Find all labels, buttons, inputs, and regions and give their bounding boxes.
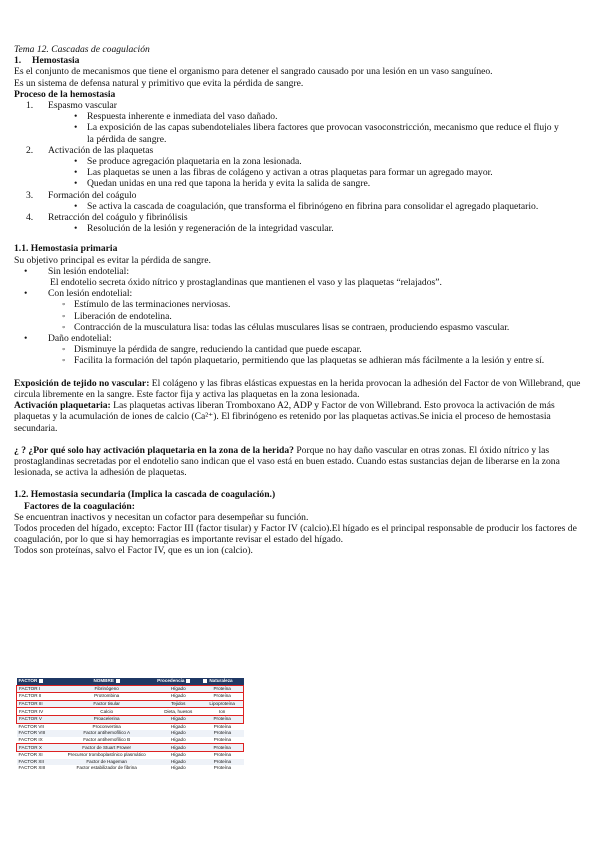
intro-line-1: Es el conjunto de mecanismos que tiene el organismo para detener el sangrado causado por una lesión en un vaso sanguíneo.: [14, 66, 493, 78]
cell-factor: FACTOR II: [17, 693, 59, 701]
cell-naturaleza: Proteína: [201, 715, 243, 723]
cell-naturaleza: Proteína: [201, 751, 243, 758]
cell-procedencia: Hígado: [155, 737, 201, 744]
cell-factor: FACTOR XI: [17, 751, 59, 758]
step-1-bullet-2: • La exposición de las capas subendoteliales libera factores que provocan vasoconstricción, mecanismo que reduce el flujo y la pérdida de sangre.: [74, 122, 559, 145]
con-lesion-sub-1: ◦ Estímulo de las terminaciones nerviosas.: [62, 299, 231, 311]
table-row: [17, 708, 244, 716]
cell-procedencia: Hígado: [155, 723, 201, 730]
cell-nombre: Precursor tromboplastínico plasmático: [58, 751, 155, 758]
section-1-2-heading: 1.2. Hemostasia secundaria (Implica la cascada de coagulación.): [14, 489, 276, 501]
cell-nombre: Factor estabilizador de fibrina: [58, 765, 155, 772]
cell-nombre: Fibrinógeno: [58, 685, 155, 693]
cell-factor: FACTOR XIII: [17, 765, 59, 772]
cell-factor: FACTOR III: [17, 700, 59, 708]
con-lesion-sub-3: ◦ Contracción de la musculatura lisa: todas las células musculares lisas se contraen, produciendo espasmo vascular.: [62, 321, 510, 333]
header-factor: FACTOR: [17, 678, 59, 685]
header-procedencia: Procedencia: [155, 678, 201, 685]
cell-nombre: Factor tisular: [58, 700, 155, 708]
section-1-1-heading: 1.1. Hemostasia primaria: [14, 243, 118, 255]
table-row: [17, 693, 244, 701]
cell-nombre: Factor antihemofílico B: [58, 737, 155, 744]
table-row: [17, 751, 244, 758]
cell-nombre: Factor de Stuart Prower: [58, 744, 155, 752]
proceso-heading: Proceso de la hemostasia: [14, 88, 116, 100]
exposicion-paragraph: Exposición de tejido no vascular: El colágeno y las fibras elásticas expuestas en la herida provocan la adhesión del Factor de von Willebrand, que circula libremente en la sangre. Este factor fija y activa las plaquetas en la zona lesionada.: [14, 377, 581, 400]
step-2-bullet-1: • Se produce agregación plaquetaria en la zona lesionada.: [74, 156, 302, 168]
section-1-1-intro: Su objetivo principal es evitar la pérdida de sangre.: [14, 254, 211, 266]
cell-naturaleza: Lipoproteína: [201, 700, 243, 708]
doc-title: Tema 12. Cascadas de coagulación: [14, 44, 150, 55]
dano-item: • Daño endotelial:: [24, 333, 112, 345]
table-row: [17, 685, 244, 693]
header-naturaleza: Naturaleza: [201, 678, 243, 685]
cell-naturaleza: Proteína: [201, 723, 243, 730]
cell-naturaleza: Proteína: [201, 730, 243, 737]
table-row: [17, 700, 244, 708]
cell-factor: FACTOR VII: [17, 723, 59, 730]
step-1-bullet-1: • Respuesta inherente e inmediata del vaso dañado.: [74, 111, 278, 123]
factores-line-2: Todos proceden del hígado, excepto: Factor III (factor tisular) y Factor IV (calcio).El hígado es el principal responsable de producir los factores de coagulación, por lo que si hay hemorragias es importante revisar el estado del hígado.: [14, 522, 577, 546]
cell-naturaleza: Proteína: [201, 765, 243, 772]
cell-naturaleza: Proteína: [201, 737, 243, 744]
cell-factor: FACTOR X: [17, 744, 59, 752]
step-1: 1. Espasmo vascular: [26, 100, 118, 112]
cell-factor: FACTOR XII: [17, 759, 59, 766]
step-2-bullet-2: • Las plaquetas se unen a las fibras de colágeno y activan a otras plaquetas para formar un agregado mayor.: [74, 167, 493, 179]
document-page: [14, 44, 588, 557]
table-row: [17, 715, 244, 723]
cell-naturaleza: Proteína: [201, 744, 243, 752]
cell-nombre: Proacelerina: [58, 715, 155, 723]
con-lesion-sub-2: ◦ Liberación de endotelina.: [62, 310, 172, 322]
factores-line-3: Todos son proteínas, salvo el Factor IV, que es un ion (calcio).: [14, 545, 253, 557]
header-nombre: NOMBRE: [58, 678, 155, 685]
cell-factor: FACTOR IX: [17, 737, 59, 744]
cell-nombre: Factor antihemofílico A: [58, 730, 155, 737]
cell-nombre: Factor de Hageman: [58, 759, 155, 766]
table-row: [17, 723, 244, 730]
cell-procedencia: Hígado: [155, 765, 201, 772]
factores-heading: Factores de la coagulación:: [24, 500, 135, 512]
cell-procedencia: Dieta, huesos: [155, 708, 201, 716]
cell-naturaleza: Proteína: [201, 693, 243, 701]
step-2: 2. Activación de las plaquetas: [26, 144, 154, 156]
step-3-bullet-1: • Se activa la cascada de coagulación, que transforma el fibrinógeno en fibrina para consolidar el agregado plaquetario.: [74, 200, 539, 212]
cell-procedencia: Hígado: [155, 685, 201, 693]
cell-nombre: Protrombina: [58, 693, 155, 701]
table-row: [17, 737, 244, 744]
activacion-paragraph: Activación plaquetaria: Las plaquetas activas liberan Tromboxano A2, ADP y Factor de von Willebrand. Esto provoca la activación de más plaquetas y la acumulación de iones de calcio (Ca²⁺). El fibrinógeno es retenido por las plaquetas activas.Se inicia el proceso de hemostasia secundaria.: [14, 400, 555, 434]
cell-procedencia: Hígado: [155, 744, 201, 752]
table-row: [17, 765, 244, 772]
factores-line-1: Se encuentran inactivos y necesitan un cofactor para desempeñar su función.: [14, 511, 309, 523]
step-4: 4. Retracción del coágulo y fibrinólisis: [26, 212, 188, 224]
cell-nombre: Calcio: [58, 708, 155, 716]
sin-lesion-item: • Sin lesión endotelial:: [24, 265, 130, 277]
cell-procedencia: Hígado: [155, 759, 201, 766]
cell-naturaleza: Proteína: [201, 759, 243, 766]
dano-sub-1: ◦ Disminuye la pérdida de sangre, reduciendo la cantidad que puede escapar.: [62, 344, 362, 356]
cell-factor: FACTOR V: [17, 715, 59, 723]
cell-nombre: Proconvertina: [58, 723, 155, 730]
dano-sub-2: ◦ Facilita la formación del tapón plaquetario, permitiendo que las plaquetas se adhieran más fácilmente a la lesión y entre sí.: [62, 355, 545, 367]
cell-naturaleza: Proteína: [201, 685, 243, 693]
cell-factor: FACTOR I: [17, 685, 59, 693]
step-3: 3. Formación del coágulo: [26, 189, 137, 201]
table-header-row: [17, 678, 244, 685]
section-1-heading: 1. Hemostasia: [14, 55, 80, 67]
cell-procedencia: Tejidos: [155, 700, 201, 708]
table-row: [17, 730, 244, 737]
cell-procedencia: Hígado: [155, 715, 201, 723]
cell-procedencia: Hígado: [155, 751, 201, 758]
con-lesion-item: • Con lesión endotelial:: [24, 288, 133, 300]
cell-procedencia: Hígado: [155, 693, 201, 701]
cell-factor: FACTOR IV: [17, 708, 59, 716]
cell-factor: FACTOR VIII: [17, 730, 59, 737]
table-row: [17, 759, 244, 766]
cell-naturaleza: Ion: [201, 708, 243, 716]
step-4-bullet-1: • Resolución de la lesión y regeneración de la integridad vascular.: [74, 223, 334, 235]
table-row: [17, 744, 244, 752]
cell-procedencia: Hígado: [155, 730, 201, 737]
sin-lesion-text: El endotelio secreta óxido nítrico y prostaglandinas que mantienen el vaso y las plaquetas “relajados”.: [50, 277, 442, 289]
coagulation-factors-table: [16, 678, 244, 772]
pregunta-paragraph: ¿ ? ¿Por qué solo hay activación plaquetaria en la zona de la herida? Porque no hay daño vascular en otras zonas. El óxido nítrico y las prostaglandinas secretadas por el endotelio sano indican que el vaso está en buen estado. Cuando estas sustancias dejan de liberarse en la zona lesionada, se activa la adhesión de plaquetas.: [14, 444, 560, 479]
step-2-bullet-3: • Quedan unidas en una red que tapona la herida y evita la salida de sangre.: [74, 178, 371, 190]
intro-line-2: Es un sistema de defensa natural y primitivo que evita la pérdida de sangre.: [14, 77, 304, 89]
